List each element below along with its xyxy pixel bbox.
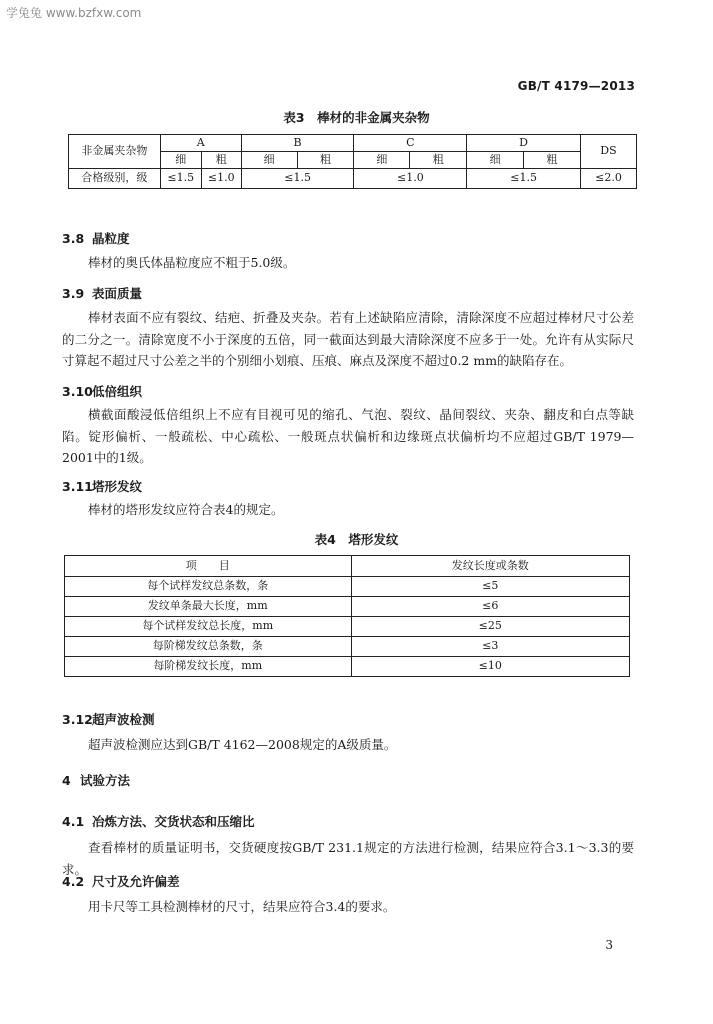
table3-value-d: ≤1.5 [467,169,581,189]
section-title: 低倍组织 [92,384,143,399]
table-row [65,577,630,597]
section-title: 尺寸及允许偏差 [92,874,180,889]
paragraph: 超声波检测应达到GB/T 4162—2008规定的A级质量。 [88,737,397,752]
table-row [65,637,630,657]
table3-sub-b-fine: 细 [241,152,297,169]
section-number: 4.2 [62,874,85,889]
section-title: 晶粒度 [92,231,130,246]
table4-item: 每个试样发纹总条数，条 [65,577,352,597]
section-number: 3.10 [62,384,93,399]
table4-value: ≤25 [351,617,630,637]
section-number: 3.9 [62,286,85,301]
paragraph: 查看棒材的质量证明书，交货硬度按GB/T 231.1规定的方法进行检测，结果应符合3.1～3.3的要求。 [62,840,634,877]
paragraph: 横截面酸浸低倍组织上不应有目视可见的缩孔、气泡、裂纹、晶间裂纹、夹杂、翻皮和白点等缺陷。锭形偏析、一般疏松、中心疏松、一般斑点状偏析和边缘斑点状偏析均不应超过GB/T 1979—2001中的1级。 [62,407,634,465]
table3-group-b: B [241,135,354,152]
table4-item: 每阶梯发纹长度，mm [65,657,352,677]
section-title: 试验方法 [80,773,131,788]
table4-item: 每阶梯发纹总条数，条 [65,637,352,657]
table3-sub-d-fine: 细 [467,152,524,169]
section-heading [62,382,142,400]
table4-header-item: 项 目 [65,556,352,577]
section-number: 4.1 [62,814,85,829]
section-heading [62,229,130,247]
section-heading [62,812,255,830]
table4-value: ≤10 [351,657,630,677]
table3-value-b: ≤1.5 [241,169,354,189]
section-title: 超声波检测 [92,712,155,727]
table-row [65,597,630,617]
paragraph: 棒材表面不应有裂纹、结疤、折叠及夹杂。若有上述缺陷应清除，清除深度不应超过棒材尺寸公差的二分之一。清除宽度不小于深度的五倍，同一截面达到最大清除深度不应多于一处。允许有从实际尺寸算起不超过尺寸公差之半的个别细小划痕、压痕、麻点及深度不超过0.2 mm的缺陷存在。 [62,310,634,368]
table-row [65,657,630,677]
section-heading [62,477,142,495]
table3-value-a-coarse: ≤1.0 [201,169,241,189]
watermark-text: 学兔兔 www.bzfxw.com [6,6,142,20]
table3 [68,134,637,189]
section-number: 3.12 [62,712,93,727]
table4-header-value: 发纹长度或条数 [351,556,630,577]
table3-sub-a-fine: 细 [160,152,201,169]
table3-sub-c-coarse: 粗 [410,152,467,169]
table3-caption: 表3 棒材的非金属夹杂物 [283,110,430,125]
table4-item: 发纹单条最大长度，mm [65,597,352,617]
table3-grade-label: 合格级别，级 [69,169,161,189]
table3-sub-c-fine: 细 [354,152,410,169]
table3-value-a-fine: ≤1.5 [160,169,201,189]
table3-group-c: C [354,135,467,152]
table4-item: 每个试样发纹总长度，mm [65,617,352,637]
section-heading [62,872,180,890]
paragraph: 棒材的奥氏体晶粒度应不粗于5.0级。 [88,255,296,270]
table3-sub-d-coarse: 粗 [524,152,581,169]
table-row [65,617,630,637]
table3-group-d: D [467,135,581,152]
section-number: 4 [62,773,71,788]
table3-sub-a-coarse: 粗 [201,152,241,169]
section-heading [62,710,155,728]
table3-group-ds: DS [580,135,636,169]
table3-value-c: ≤1.0 [354,169,467,189]
table3-sub-b-coarse: 粗 [297,152,354,169]
table3-group-a: A [160,135,241,152]
section-heading [62,284,142,302]
section-number: 3.11 [62,479,93,494]
section-heading [62,771,130,789]
paragraph: 棒材的塔形发纹应符合表4的规定。 [88,502,284,517]
page-number: 3 [605,938,613,952]
table4-value: ≤3 [351,637,630,657]
standard-code: GB/T 4179—2013 [517,79,635,93]
table3-row-header: 非金属夹杂物 [69,135,161,169]
table4-caption: 表4 塔形发纹 [314,532,399,547]
section-title: 塔形发纹 [92,479,143,494]
section-title: 表面质量 [92,286,143,301]
table4-value: ≤5 [351,577,630,597]
table4 [64,555,630,677]
section-title: 冶炼方法、交货状态和压缩比 [92,814,255,829]
section-number: 3.8 [62,231,85,246]
table4-value: ≤6 [351,597,630,617]
paragraph: 用卡尺等工具检测棒材的尺寸，结果应符合3.4的要求。 [88,899,396,914]
table3-value-ds: ≤2.0 [580,169,636,189]
